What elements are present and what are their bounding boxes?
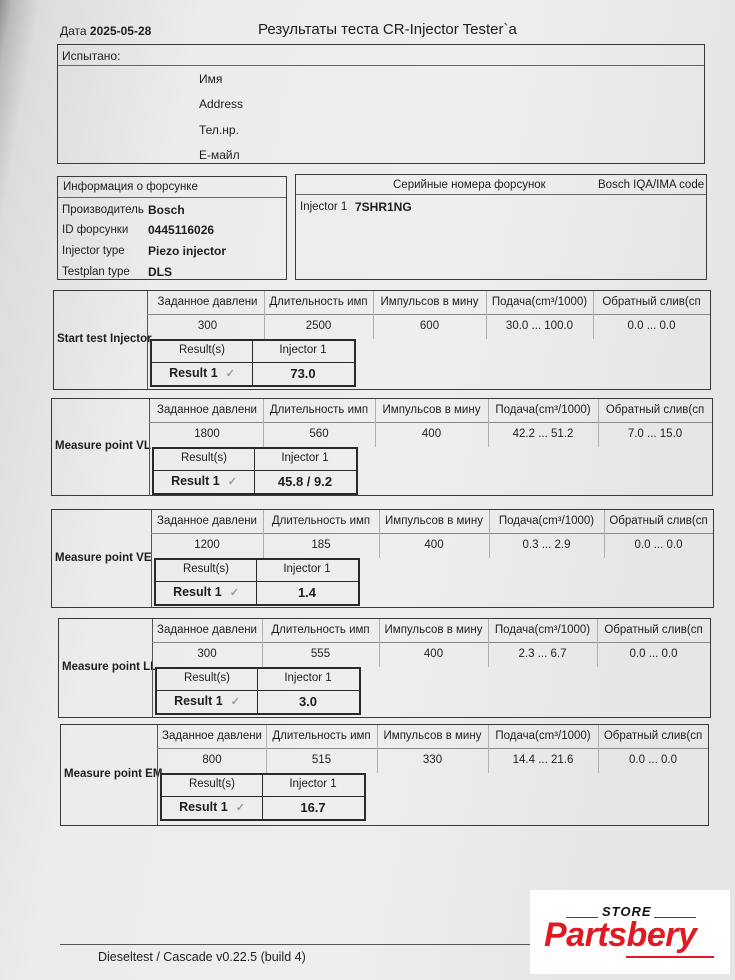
result-header: Result(s): [183, 672, 230, 684]
test-value-cell: 1800: [194, 428, 220, 440]
serial-injector-label: Injector 1: [300, 201, 348, 213]
result-value: 16.7: [300, 800, 326, 815]
column-header: Длительность имп: [269, 296, 368, 308]
column-header: Импульсов в мину: [383, 730, 482, 742]
check-icon: ✓: [225, 368, 235, 380]
injector-info-box: [57, 176, 287, 280]
result-header: Result(s): [182, 563, 229, 575]
test-value-cell: 14.4 ... 21.6: [512, 754, 574, 766]
column-header: Заданное давлени: [157, 404, 257, 416]
check-icon: ✓: [235, 802, 245, 814]
footer-version: Dieseltest / Cascade v0.22.5 (build 4): [98, 950, 306, 964]
column-header: Заданное давлени: [157, 624, 257, 636]
report-title: Результаты теста CR-Injector Tester`a: [258, 21, 517, 38]
column-header: Длительность имп: [272, 730, 371, 742]
manufacturer-label: Производитель: [62, 204, 144, 216]
serial-injector-value: 7SHR1NG: [355, 200, 412, 214]
test-value-cell: 400: [424, 539, 444, 551]
test-value-cell: 2.3 ... 6.7: [518, 648, 567, 660]
column-header: Обратный слив(сп: [602, 296, 701, 308]
injector-type-value: Piezo injector: [148, 244, 227, 258]
column-header: Обратный слив(сп: [603, 730, 703, 742]
serial-numbers-box: [295, 174, 707, 280]
test-value-cell: 7.0 ... 15.0: [627, 428, 683, 440]
tested-field-phone: Тел.нр.: [199, 123, 239, 137]
injector-info-title: Информация о форсунке: [63, 181, 198, 193]
serial-numbers-header: Серийные номера форсунок: [393, 179, 546, 191]
check-icon: ✓: [230, 696, 240, 708]
column-header: Импульсов в мину: [385, 515, 483, 527]
column-header: Импульсов в мину: [384, 624, 483, 636]
column-header: Заданное давлени: [157, 296, 258, 308]
check-icon: ✓: [227, 476, 237, 488]
test-section: [53, 290, 711, 390]
test-section-name: Start test Injector: [57, 333, 152, 345]
column-header: Импульсов в мину: [382, 404, 481, 416]
tested-box: [57, 44, 705, 164]
test-value-cell: 0.0 ... 0.0: [634, 539, 683, 551]
test-value-cell: 0.0 ... 0.0: [627, 320, 676, 332]
result-table: [150, 339, 356, 387]
injector-id-label: ID форсунки: [62, 224, 129, 236]
logo-brand-name: Partsbery: [544, 916, 697, 954]
column-header: Длительность имп: [269, 404, 369, 416]
test-section: [51, 398, 713, 496]
injector-header: Injector 1: [283, 563, 331, 575]
result-row-label: [157, 694, 257, 708]
result-row-label: [152, 366, 252, 380]
test-section-name: Measure point EM: [64, 768, 163, 780]
column-header: Подача(cm³/1000): [495, 404, 591, 416]
test-value-cell: 185: [311, 539, 331, 551]
column-header: Подача(cm³/1000): [491, 296, 588, 308]
column-header: Подача(cm³/1000): [498, 515, 595, 527]
result-row-label: [156, 585, 256, 599]
test-section: [60, 724, 709, 826]
column-header: Обратный слив(сп: [605, 404, 705, 416]
test-value-cell: 300: [197, 320, 218, 332]
injector-header: Injector 1: [279, 344, 327, 356]
test-section-name: Measure point VE: [55, 552, 152, 564]
result-table: [152, 447, 358, 495]
column-header: Длительность имп: [271, 624, 370, 636]
tested-field-address: Address: [199, 97, 244, 111]
tested-field-name: Имя: [199, 72, 223, 86]
check-icon: ✓: [229, 587, 239, 599]
footer-divider: [60, 944, 530, 945]
column-header: Обратный слив(сп: [604, 624, 703, 636]
tested-field-email: E-майл: [199, 148, 240, 162]
date-value: 2025-05-28: [89, 24, 152, 38]
result-row-text: Result 1: [171, 474, 220, 488]
test-value-cell: 600: [419, 320, 440, 332]
column-header: Длительность имп: [271, 515, 371, 527]
injector-header: Injector 1: [289, 778, 337, 790]
result-value: 1.4: [297, 585, 317, 600]
test-value-cell: 400: [421, 428, 442, 440]
date-line: [60, 24, 151, 38]
test-section-name: Measure point VL: [55, 440, 151, 452]
result-row-text: Result 1: [179, 800, 228, 814]
result-table: [154, 558, 360, 606]
iqa-code-header: Bosch IQA/IMA code: [598, 179, 705, 191]
result-row-text: Result 1: [169, 366, 218, 380]
injector-header: Injector 1: [281, 452, 329, 464]
date-label: Дата: [60, 24, 87, 38]
test-value-cell: 560: [309, 428, 329, 440]
test-value-cell: 42.2 ... 51.2: [512, 428, 574, 440]
test-value-cell: 1200: [194, 539, 220, 551]
column-header: Импульсов в мину: [380, 296, 479, 308]
column-header: Заданное давлени: [162, 730, 262, 742]
test-value-cell: 0.0 ... 0.0: [629, 648, 678, 660]
test-value-cell: 515: [311, 754, 332, 766]
tested-title: Испытано:: [62, 49, 121, 63]
result-header: Result(s): [180, 452, 227, 464]
injector-type-label: Injector type: [62, 245, 125, 257]
test-value-cell: 0.0 ... 0.0: [629, 754, 677, 766]
column-header: Подача(cm³/1000): [495, 730, 591, 742]
test-section-name: Measure point LL: [62, 661, 158, 673]
testplan-type-label: Testplan type: [62, 266, 130, 278]
testplan-type-value: DLS: [148, 265, 172, 279]
result-value: 73.0: [290, 366, 316, 381]
result-table: [155, 667, 361, 715]
partsbery-store-logo: [530, 890, 730, 974]
result-header: Result(s): [178, 344, 225, 356]
result-row-text: Result 1: [173, 585, 222, 599]
injector-header: Injector 1: [284, 672, 332, 684]
logo-store-text: STORE: [602, 904, 652, 919]
test-section: [51, 509, 714, 608]
result-value: 45.8 / 9.2: [277, 474, 333, 489]
test-value-cell: 800: [202, 754, 222, 766]
injector-id-value: 0445116026: [148, 223, 215, 237]
result-row-label: [162, 800, 262, 814]
result-row-text: Result 1: [174, 694, 223, 708]
result-header: Result(s): [188, 778, 235, 790]
result-value: 3.0: [298, 694, 318, 709]
result-table: [160, 773, 366, 821]
result-row-label: [154, 474, 254, 488]
column-header: Заданное давлени: [157, 515, 257, 527]
test-value-cell: 0.3 ... 2.9: [522, 539, 571, 551]
test-value-cell: 555: [310, 648, 331, 660]
test-value-cell: 30.0 ... 100.0: [505, 320, 574, 332]
column-header: Подача(cm³/1000): [494, 624, 591, 636]
test-value-cell: 300: [197, 648, 217, 660]
test-value-cell: 330: [422, 754, 443, 766]
manufacturer-value: Bosch: [148, 203, 185, 217]
test-section: [58, 618, 711, 718]
test-value-cell: 2500: [305, 320, 332, 332]
column-header: Обратный слив(сп: [609, 515, 708, 527]
test-value-cell: 400: [423, 648, 444, 660]
